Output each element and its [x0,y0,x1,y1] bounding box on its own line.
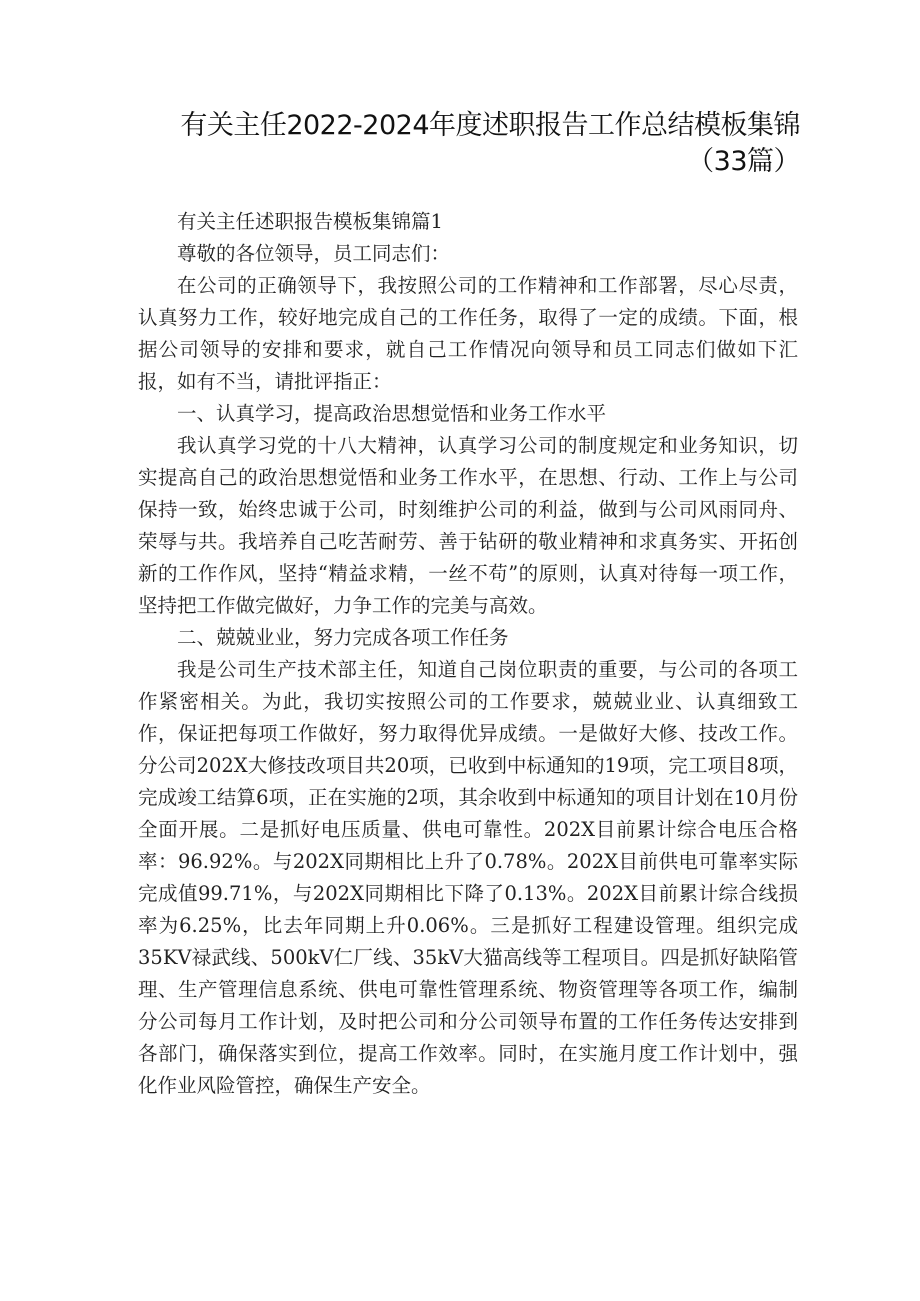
paragraph: 我是公司生产技术部主任，知道自己岗位职责的重要，与公司的各项工作紧密相关。为此，我切实按照公司的工作要求，兢兢业业、认真细致工作，保证把每项工作做好，努力取得优异成绩。一是做好大修、技改工作。分公司202X大修技改项目共20项，已收到中标通知的19项，完工项目8项，完成竣工结算6项，正在实施的2项，其余收到中标通知的项目计划在10月份全面开展。二是抓好电压质量、供电可靠性。202X目前累计综合电压合格率：96.92%。与202X同期相比上升了0.78%。202X目前供电可靠率实际完成值99.71%，与202X同期相比下降了0.13%。202X目前累计综合线损率为6.25%，比去年同期上升0.06%。三是抓好工程建设管理。组织完成35KV禄武线、500kV仁厂线、35kV大猫高线等工程项目。四是抓好缺陷管理、生产管理信息系统、供电可靠性管理系统、物资管理等各项工作，编制分公司每月工作计划，及时把公司和分公司领导布置的工作任务传达安排到各部门，确保落实到位，提高工作效率。同时，在实施月度工作计划中，强化作业风险管控，确保生产安全。 [138,658,798,1097]
subheading-2: 二、兢兢业业，努力完成各项工作任务 [177,626,509,649]
subheading-1: 一、认真学习，提高政治思想觉悟和业务工作水平 [177,402,607,425]
paragraph: 在公司的正确领导下，我按照公司的工作精神和工作部署，尽心尽责，认真努力工作，较好地完成自己的工作任务，取得了一定的成绩。下面，根据公司领导的安排和要求，就自己工作情况向领导和员工同志们做如下汇报，如有不当，请批评指正： [138,274,798,393]
paragraph: 我认真学习党的十八大精神，认真学习公司的制度规定和业务知识，切实提高自己的政治思想觉悟和业务工作水平，在思想、行动、工作上与公司保持一致，始终忠诚于公司，时刻维护公司的利益，做到与公司风雨同舟、荣辱与共。我培养自己吃苦耐劳、善于钻研的敬业精神和求真务实、开拓创新的工作作风，坚持“精益求精，一丝不苟”的原则，认真对待每一项工作，坚持把工作做完做好，力争工作的完美与高效。 [138,434,798,617]
salutation: 尊敬的各位领导，员工同志们： [177,242,451,265]
section-heading: 有关主任述职报告模板集锦篇1 [177,210,443,233]
document-body [138,206,798,1102]
document-title: 有关主任2022-2024年度述职报告工作总结模板集锦（33篇） [180,110,800,177]
